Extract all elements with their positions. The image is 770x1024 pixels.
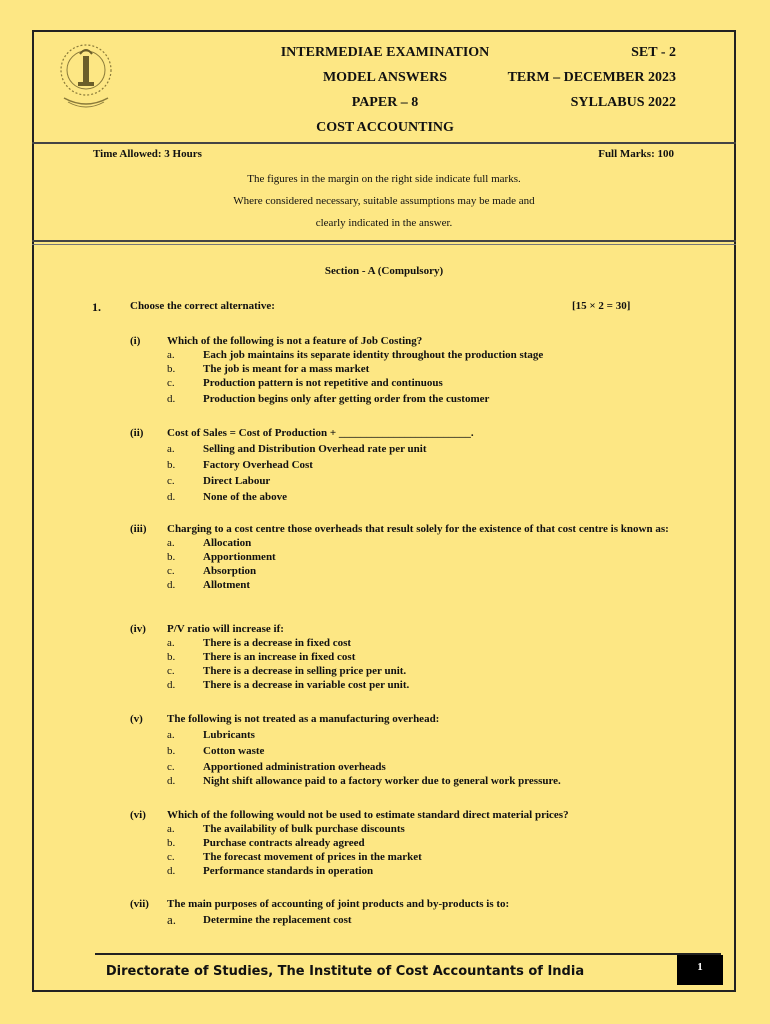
item-stem: Cost of Sales = Cost of Production + ________________________. bbox=[167, 427, 474, 439]
option bbox=[167, 850, 690, 864]
option-letter: a. bbox=[167, 729, 175, 741]
option bbox=[167, 442, 690, 456]
model-answers-label: MODEL ANSWERS bbox=[322, 70, 448, 85]
option bbox=[167, 348, 690, 362]
option-text: Each job maintains its separate identity throughout the production stage bbox=[203, 349, 544, 361]
option-text: Direct Labour bbox=[203, 475, 271, 487]
mcq-item bbox=[130, 808, 690, 878]
option bbox=[167, 474, 690, 488]
item-stem: Which of the following would not be used to estimate standard direct material prices? bbox=[167, 809, 569, 821]
set-label: SET - 2 bbox=[631, 45, 676, 60]
option-text: Absorption bbox=[203, 565, 257, 577]
item-number: (vi) bbox=[130, 809, 146, 821]
item-number: (vii) bbox=[130, 898, 149, 910]
option-letter: b. bbox=[167, 651, 176, 663]
option-letter: d. bbox=[167, 579, 176, 591]
option-letter: d. bbox=[167, 679, 176, 691]
option-letter: b. bbox=[167, 459, 176, 471]
mcq-item bbox=[130, 622, 690, 692]
question-number: 1. bbox=[92, 300, 101, 314]
term-label: TERM – DECEMBER 2023 bbox=[507, 70, 676, 85]
option bbox=[167, 376, 690, 390]
option bbox=[167, 636, 690, 650]
option bbox=[167, 362, 690, 376]
instruction-line: The figures in the margin on the right side indicate full marks. bbox=[247, 173, 521, 185]
option bbox=[167, 564, 690, 578]
instruction-divider-thin bbox=[32, 244, 736, 245]
option-text: Performance standards in operation bbox=[203, 865, 374, 877]
option bbox=[167, 836, 690, 850]
page-number: 1 bbox=[677, 955, 723, 985]
option-text: The availability of bulk purchase discounts bbox=[203, 823, 405, 835]
instruction-line: Where considered necessary, suitable assumptions may be made and bbox=[233, 195, 535, 207]
option-letter: d. bbox=[167, 775, 176, 787]
option bbox=[167, 864, 690, 878]
option-text: There is a decrease in variable cost per unit. bbox=[203, 679, 410, 691]
mcq-item bbox=[130, 712, 690, 788]
option-text: Night shift allowance paid to a factory worker due to general work pressure. bbox=[203, 775, 561, 787]
paper-label: PAPER – 8 bbox=[351, 95, 419, 110]
option-text: Lubricants bbox=[203, 729, 255, 741]
option bbox=[167, 458, 690, 472]
option-letter: b. bbox=[167, 363, 176, 375]
option bbox=[167, 760, 690, 774]
option-text: Determine the replacement cost bbox=[203, 914, 352, 926]
question-stem: Choose the correct alternative: bbox=[130, 300, 275, 312]
option-text: None of the above bbox=[203, 491, 288, 503]
option-letter: d. bbox=[167, 865, 176, 877]
option-letter: d. bbox=[167, 491, 176, 503]
option bbox=[167, 650, 690, 664]
subject-title: COST ACCOUNTING bbox=[316, 120, 454, 135]
option-text: Production begins only after getting order from the customer bbox=[203, 393, 490, 405]
item-stem: Which of the following is not a feature of Job Costing? bbox=[167, 335, 423, 347]
item-number: (iv) bbox=[130, 623, 146, 635]
exam-title: INTERMEDIAE EXAMINATION bbox=[280, 45, 490, 60]
option-letter: b. bbox=[167, 745, 176, 757]
option bbox=[167, 664, 690, 678]
option-text: Allocation bbox=[203, 537, 252, 549]
option-letter: c. bbox=[167, 565, 175, 577]
footer-text: Directorate of Studies, The Institute of Cost Accountants of India bbox=[105, 964, 585, 979]
instruction-line: clearly indicated in the answer. bbox=[315, 217, 453, 229]
option-letter: c. bbox=[167, 761, 175, 773]
option-text: There is a decrease in selling price per unit. bbox=[203, 665, 407, 677]
option-text: Production pattern is not repetitive and continuous bbox=[203, 377, 443, 389]
option-letter: a. bbox=[167, 349, 175, 361]
mcq-item bbox=[130, 334, 690, 406]
option bbox=[167, 578, 690, 592]
syllabus-label: SYLLABUS 2022 bbox=[570, 95, 676, 110]
mcq-item bbox=[130, 522, 690, 592]
option-letter: c. bbox=[167, 377, 175, 389]
option-text: Factory Overhead Cost bbox=[203, 459, 313, 471]
instruction-divider bbox=[32, 240, 736, 242]
institute-logo bbox=[58, 36, 114, 112]
mcq-item bbox=[130, 426, 690, 504]
option-text: There is an increase in fixed cost bbox=[203, 651, 356, 663]
option bbox=[167, 678, 690, 692]
option-text: Cotton waste bbox=[203, 745, 265, 757]
option bbox=[167, 392, 690, 406]
section-title: Section - A (Compulsory) bbox=[324, 265, 444, 277]
option bbox=[167, 550, 690, 564]
option-letter: c. bbox=[167, 475, 175, 487]
item-stem: P/V ratio will increase if: bbox=[167, 623, 284, 635]
option-text: There is a decrease in fixed cost bbox=[203, 637, 352, 649]
option bbox=[167, 913, 690, 927]
option-letter: b. bbox=[167, 551, 176, 563]
option-letter: a. bbox=[167, 823, 175, 835]
item-stem: The following is not treated as a manufacturing overhead: bbox=[167, 713, 440, 725]
option-letter: a. bbox=[167, 637, 175, 649]
footer-divider bbox=[95, 953, 721, 955]
option-letter: d. bbox=[167, 393, 176, 405]
option-text: Apportioned administration overheads bbox=[203, 761, 386, 773]
full-marks: Full Marks: 100 bbox=[598, 148, 674, 160]
option-letter: a. bbox=[167, 912, 177, 927]
option bbox=[167, 728, 690, 742]
option-text: Allotment bbox=[203, 579, 251, 591]
option bbox=[167, 490, 690, 504]
option-text: Purchase contracts already agreed bbox=[203, 837, 365, 849]
item-number: (v) bbox=[130, 713, 143, 725]
option bbox=[167, 744, 690, 758]
option-letter: b. bbox=[167, 837, 176, 849]
item-number: (ii) bbox=[130, 427, 144, 439]
option-letter: a. bbox=[167, 537, 175, 549]
item-stem: Charging to a cost centre those overheads that result solely for the existence of that cost centre is known as: bbox=[167, 523, 669, 535]
option bbox=[167, 822, 690, 836]
header-divider bbox=[32, 142, 736, 144]
mcq-item bbox=[130, 897, 690, 927]
item-number: (iii) bbox=[130, 523, 147, 535]
option bbox=[167, 774, 690, 788]
option-letter: c. bbox=[167, 665, 175, 677]
option-text: Selling and Distribution Overhead rate per unit bbox=[203, 443, 427, 455]
item-number: (i) bbox=[130, 335, 141, 347]
time-allowed: Time Allowed: 3 Hours bbox=[93, 148, 202, 160]
question-marks: [15 × 2 = 30] bbox=[572, 300, 631, 312]
option bbox=[167, 536, 690, 550]
item-stem: The main purposes of accounting of joint products and by-products is to: bbox=[167, 898, 510, 910]
option-text: Apportionment bbox=[203, 551, 276, 563]
option-text: The forecast movement of prices in the market bbox=[203, 851, 422, 863]
option-letter: a. bbox=[167, 443, 175, 455]
option-text: The job is meant for a mass market bbox=[203, 363, 370, 375]
option-letter: c. bbox=[167, 851, 175, 863]
